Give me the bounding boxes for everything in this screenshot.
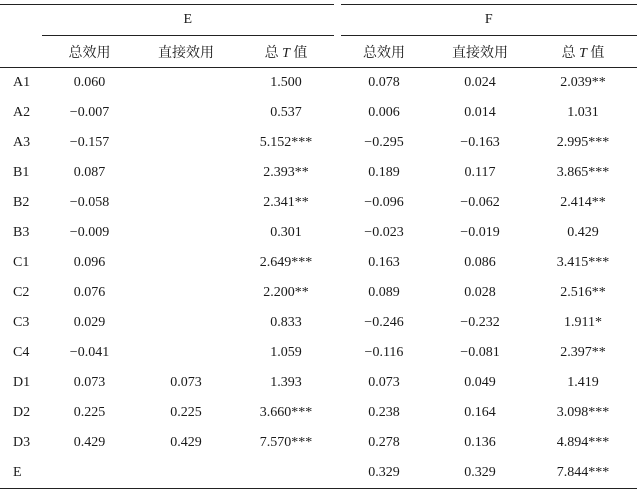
cell-e-total-effect: 0.429 [73, 435, 106, 450]
cell-e-total-effect: 0.096 [73, 255, 106, 270]
cell-e-direct-effect: 0.429 [170, 435, 202, 450]
cell-e-direct-effect [137, 248, 235, 278]
table-row [0, 98, 637, 128]
cell-e-direct-effect [137, 128, 235, 158]
cell-e-total-t: 0.833 [270, 315, 302, 330]
col-header-f-total-t [529, 36, 637, 68]
col-header-e-direct-effect: 直接效用 [137, 36, 235, 68]
row-label: D1 [13, 375, 31, 390]
cell-f-direct-effect: 0.117 [464, 165, 496, 180]
cell-e-total-t: 5.152*** [259, 135, 313, 150]
row-label: B3 [13, 225, 30, 240]
cell-f-total-effect: 0.329 [337, 458, 431, 489]
table-row [0, 68, 637, 99]
row-label: E [0, 458, 42, 489]
table-row [0, 188, 637, 218]
cell-e-total-effect: 0.087 [73, 165, 106, 180]
cell-e-total-t: 1.393 [270, 375, 302, 390]
effects-table [0, 4, 637, 489]
cell-e-direct-effect [137, 188, 235, 218]
cell-f-total-effect: 0.238 [368, 405, 400, 420]
cell-e-direct-effect: 0.225 [170, 405, 202, 420]
cell-f-total-t: 1.419 [567, 375, 599, 390]
cell-f-direct-effect: 0.164 [464, 405, 496, 420]
cell-e-direct-effect [137, 158, 235, 188]
cell-e-direct-effect [137, 98, 235, 128]
cell-e-direct-effect: 0.073 [170, 375, 202, 390]
table-row [0, 428, 637, 458]
cell-f-direct-effect: 0.024 [464, 75, 496, 90]
cell-e-total-t: 1.059 [270, 345, 302, 360]
col-header-e-total-t [235, 36, 337, 68]
cell-f-total-effect: 0.189 [368, 165, 400, 180]
cell-f-total-t: 7.844*** [529, 458, 637, 489]
header-blank-cell [0, 5, 42, 36]
table-row [0, 248, 637, 278]
table-body [0, 68, 637, 489]
cell-f-total-effect: 0.006 [368, 105, 400, 120]
table-row [0, 308, 637, 338]
table-row [0, 218, 637, 248]
cell-e-total-t: 2.649*** [259, 255, 313, 270]
cell-f-direct-effect: −0.062 [460, 195, 500, 210]
col-header-t-prefix: 总 [561, 45, 576, 61]
cell-f-total-t: 1.911* [564, 315, 602, 330]
row-label: D2 [13, 405, 31, 420]
cell-e-total-effect: −0.058 [69, 195, 110, 210]
cell-e-total-effect: −0.041 [69, 345, 110, 360]
cell-f-total-effect: 0.089 [368, 285, 400, 300]
row-label: D3 [13, 435, 31, 450]
cell-f-total-effect: 0.163 [368, 255, 400, 270]
col-header-e-total-effect: 总效用 [42, 36, 137, 68]
cell-f-direct-effect: 0.028 [464, 285, 496, 300]
table-header [0, 5, 637, 68]
table-row [0, 368, 637, 398]
cell-f-total-t: 2.039** [560, 75, 606, 90]
cell-e-total-t: 2.341** [263, 195, 309, 210]
cell-f-total-effect: 0.073 [368, 375, 400, 390]
cell-e-total-effect: 0.029 [73, 315, 106, 330]
cell-f-total-effect: −0.096 [364, 195, 404, 210]
cell-f-total-t: 3.415*** [556, 255, 610, 270]
cell-e-direct-effect [137, 338, 235, 368]
cell-e-total-t: 1.500 [270, 75, 302, 90]
cell-e-direct-effect [137, 278, 235, 308]
cell-f-total-t: 2.414** [560, 195, 606, 210]
row-label: B1 [13, 165, 30, 180]
cell-f-total-t: 2.995*** [556, 135, 610, 150]
header-blank-cell [0, 36, 42, 68]
table-row [0, 158, 637, 188]
cell-e-total-effect: 0.076 [73, 285, 106, 300]
cell-e-total-t: 0.537 [270, 105, 302, 120]
row-label: C2 [13, 285, 30, 300]
cell-e-total-t: 7.570*** [259, 435, 313, 450]
cell-e-total-t: 0.301 [270, 225, 302, 240]
cell-e-total-effect: −0.009 [69, 225, 110, 240]
column-header-row [0, 36, 637, 68]
col-header-t-var: T [579, 45, 587, 61]
col-header-f-direct-effect: 直接效用 [431, 36, 529, 68]
row-label: C3 [13, 315, 30, 330]
cell-e-direct-effect [137, 218, 235, 248]
cell-f-direct-effect: 0.329 [431, 458, 529, 489]
cell-e-direct-effect [137, 458, 235, 489]
cell-f-direct-effect: −0.163 [460, 135, 500, 150]
cell-f-total-effect: −0.295 [364, 135, 404, 150]
cell-f-total-t: 2.516** [560, 285, 606, 300]
cell-f-direct-effect: 0.086 [464, 255, 496, 270]
row-label: A1 [13, 75, 31, 90]
row-label: A2 [13, 105, 31, 120]
cell-f-total-t: 2.397** [560, 345, 606, 360]
row-label: A3 [13, 135, 31, 150]
cell-f-total-effect: −0.116 [364, 345, 404, 360]
row-label: C4 [13, 345, 30, 360]
cell-f-direct-effect: 0.014 [464, 105, 496, 120]
cell-e-total-effect: 0.073 [73, 375, 106, 390]
cell-f-total-t: 3.098*** [556, 405, 610, 420]
cell-e-total-effect: −0.007 [69, 105, 110, 120]
cell-e-direct-effect [137, 68, 235, 99]
col-header-f-total-effect: 总效用 [337, 36, 431, 68]
group-header-e: E [42, 5, 337, 36]
cell-f-total-effect: −0.246 [364, 315, 404, 330]
col-header-t-var: T [282, 45, 290, 61]
cell-f-direct-effect: 0.136 [464, 435, 496, 450]
cell-e-total-t: 2.200** [263, 285, 309, 300]
cell-f-total-effect: −0.023 [364, 225, 404, 240]
group-header-row [0, 5, 637, 36]
col-header-t-suffix: 值 [293, 45, 308, 61]
cell-f-total-effect: 0.278 [368, 435, 400, 450]
cell-f-direct-effect: −0.081 [460, 345, 500, 360]
cell-f-total-t: 4.894*** [556, 435, 610, 450]
table-row [0, 338, 637, 368]
cell-f-direct-effect: −0.019 [460, 225, 500, 240]
table-row [0, 278, 637, 308]
table-row [0, 458, 637, 489]
cell-f-direct-effect: 0.049 [464, 375, 496, 390]
col-header-t-prefix: 总 [264, 45, 279, 61]
row-label: B2 [13, 195, 30, 210]
cell-f-total-t: 1.031 [567, 105, 599, 120]
col-header-t-suffix: 值 [590, 45, 605, 61]
cell-e-total-effect: 0.060 [73, 75, 106, 90]
cell-e-direct-effect [137, 308, 235, 338]
cell-f-total-t: 0.429 [567, 225, 599, 240]
table-row [0, 398, 637, 428]
cell-e-total-t [235, 458, 337, 489]
cell-e-total-t: 2.393** [263, 165, 309, 180]
table-row [0, 128, 637, 158]
row-label: C1 [13, 255, 30, 270]
cell-f-direct-effect: −0.232 [460, 315, 500, 330]
group-header-f: F [337, 5, 637, 36]
cell-f-total-effect: 0.078 [368, 75, 400, 90]
cell-e-total-effect [42, 458, 137, 489]
cell-e-total-effect: −0.157 [69, 135, 110, 150]
cell-e-total-t: 3.660*** [259, 405, 313, 420]
cell-e-total-effect: 0.225 [73, 405, 106, 420]
cell-f-total-t: 3.865*** [556, 165, 610, 180]
